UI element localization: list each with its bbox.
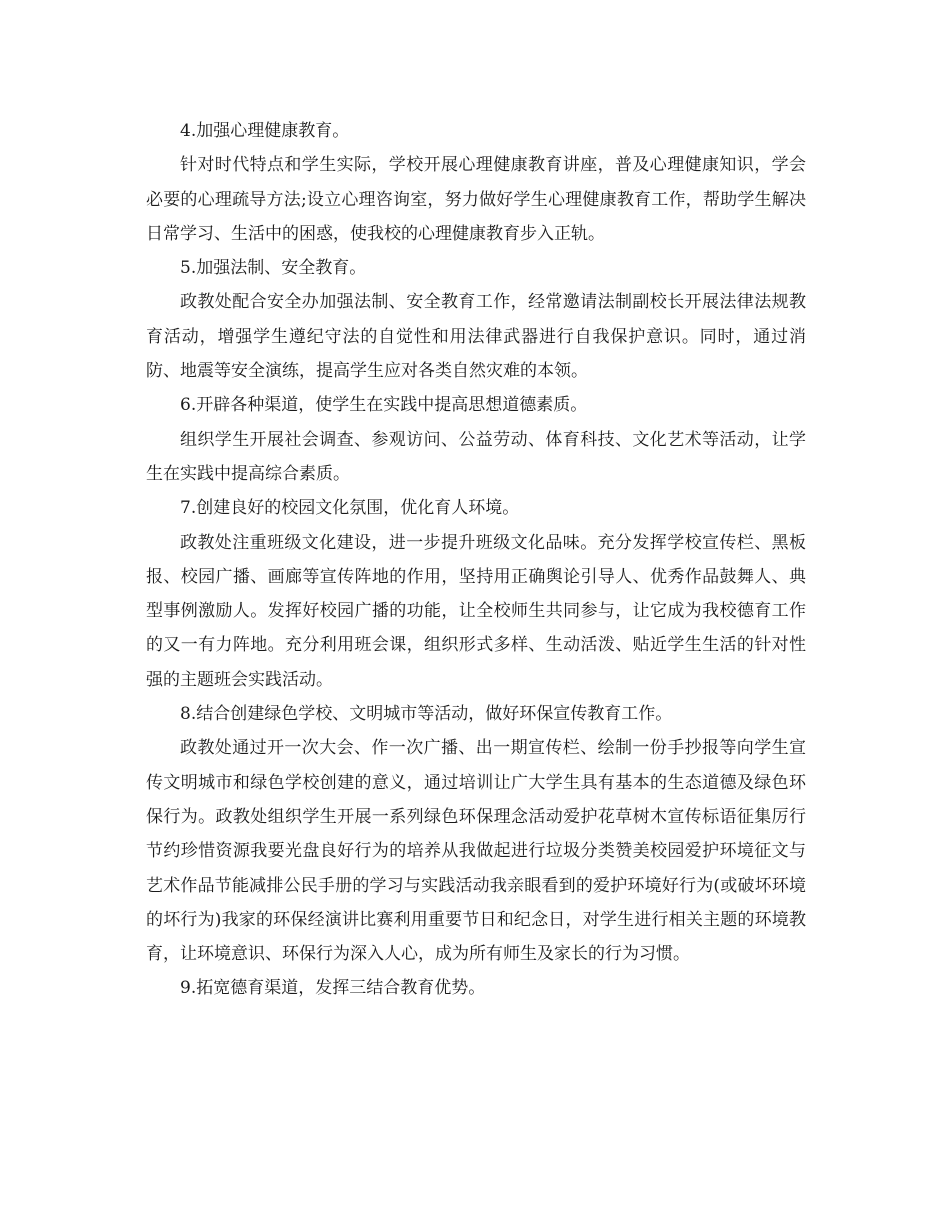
- document-body: [146, 114, 806, 1006]
- section-heading-6: 6.开辟各种渠道，使学生在实践中提高思想道德素质。: [180, 395, 588, 416]
- paragraph-4: 针对时代特点和学生实际，学校开展心理健康教育讲座，普及心理健康知识，学会必要的心理疏导方法;设立心理咨询室，努力做好学生心理健康教育工作，帮助学生解决日常学习、生活中的困惑，使我校的心理健康教育步入正轨。: [146, 155, 806, 244]
- paragraph-8: 政教处通过开一次大会、作一次广播、出一期宣传栏、绘制一份手抄报等向学生宣传文明城市和绿色学校创建的意义，通过培训让广大学生具有基本的生态道德及绿色环保行为。政教处组织学生开展一系列绿色环保理念活动爱护花草树木宣传标语征集厉行节约珍惜资源我要光盘良好行为的培养从我做起进行垃圾分类赞美校园爱护环境征文与艺术作品节能减排公民手册的学习与实践活动我亲眼看到的爱护环境好行为(或破坏环境的坏行为)我家的环保经演讲比赛利用重要节日和纪念日，对学生进行相关主题的环境教育，让环境意识、环保行为深入人心，成为所有师生及家长的行为习惯。: [146, 738, 806, 965]
- paragraph-5: 政教处配合安全办加强法制、安全教育工作，经常邀请法制副校长开展法律法规教育活动，增强学生遵纪守法的自觉性和用法律武器进行自我保护意识。同时，通过消防、地震等安全演练，提高学生应对各类自然灾难的本领。: [146, 292, 806, 382]
- section-heading-4: 4.加强心理健康教育。: [180, 121, 350, 141]
- section-heading-9: 9.拓宽德育渠道，发挥三结合教育优势。: [180, 978, 486, 999]
- section-heading-7: 7.创建良好的校园文化氛围，优化育人环境。: [180, 498, 520, 519]
- section-heading-8: 8.结合创建绿色学校、文明城市等活动，做好环保宣传教育工作。: [180, 704, 673, 725]
- paragraph-7: 政教处注重班级文化建设，进一步提升班级文化品味。充分发挥学校宣传栏、黑板报、校园广播、画廊等宣传阵地的作用，坚持用正确舆论引导人、优秀作品鼓舞人、典型事例激励人。发挥好校园广播的功能，让全校师生共同参与，让它成为我校德育工作的又一有力阵地。充分利用班会课，组织形式多样、生动活泼、贴近学生生活的针对性强的主题班会实践活动。: [146, 532, 806, 690]
- section-heading-5: 5.加强法制、安全教育。: [180, 258, 367, 279]
- paragraph-6: 组织学生开展社会调查、参观访问、公益劳动、体育科技、文化艺术等活动，让学生在实践中提高综合素质。: [146, 429, 806, 484]
